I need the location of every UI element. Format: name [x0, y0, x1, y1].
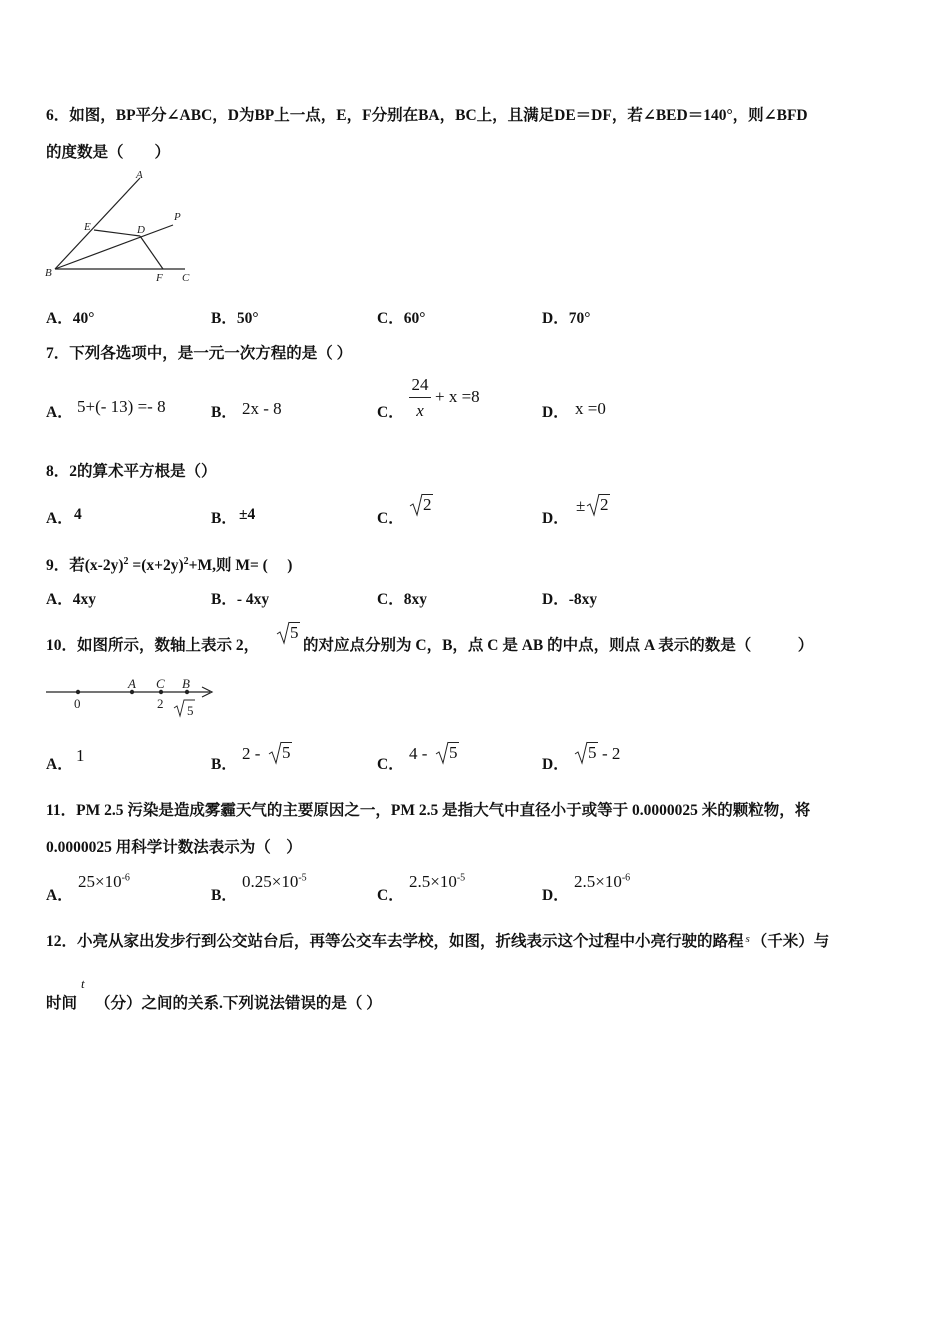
point-zero [76, 690, 80, 694]
q8-option-d-radical-sign [586, 493, 600, 517]
q9-stem-part2: =(x+2y) [128, 557, 184, 574]
q7-option-c-numerator: 24 [411, 375, 429, 394]
label-p: P [174, 211, 181, 223]
q11-stem-line2: 0.0000025 用科学计数法表示为（ ） [46, 839, 302, 856]
q6-option-d[interactable]: D．70° [542, 310, 591, 327]
q8-option-d-radicand: 2 [600, 495, 609, 514]
q11-option-c-expr [409, 872, 465, 892]
q9-sup1: 2 [123, 555, 129, 567]
q11-option-a-exponent: -6 [121, 872, 130, 884]
axis-label-zero: 0 [74, 696, 81, 711]
q10-option-d-label[interactable]: D． [542, 756, 569, 773]
q11-option-d-exponent: -6 [621, 872, 631, 884]
q8-option-d-plusminus: ± [576, 496, 586, 515]
q10-stem-radicand: 5 [290, 623, 299, 642]
q7-option-c-label[interactable]: C． [377, 404, 404, 421]
axis-label-root5: 5 [187, 703, 194, 718]
q9-stem [46, 553, 292, 575]
q6-option-a[interactable]: A．40° [46, 310, 95, 327]
ray-bp [55, 225, 173, 269]
q9-sup2: 2 [183, 555, 189, 567]
q6-option-c[interactable]: C．60° [377, 310, 426, 327]
q9-option-a[interactable]: A．4xy [46, 591, 96, 608]
q8-option-b-value: ±4 [239, 506, 256, 523]
q11-option-b-base: 0.25×10 [242, 872, 299, 891]
q9-option-d[interactable]: D．-8xy [542, 591, 598, 608]
q8-option-b-label[interactable]: B． [211, 510, 237, 527]
q8-option-c-label[interactable]: C． [377, 510, 404, 527]
q12-stem-part4: （分）之间的关系.下列说法错误的是（ ） [95, 995, 382, 1012]
q10-number-line [42, 672, 222, 722]
q9-stem-part1: 9．若(x-2y) [46, 557, 124, 574]
q7-option-b-label[interactable]: B． [211, 404, 237, 421]
q11-option-c-exponent: -5 [456, 872, 466, 884]
q10-option-d-radicand: 5 [588, 743, 597, 762]
q12-stem-part2: （千米）与 [751, 933, 830, 950]
q8-stem: 8．2的算术平方根是（） [46, 463, 217, 480]
q12-stem-part3: 时间 [46, 995, 78, 1012]
q11-option-a-base: 25×10 [78, 872, 122, 891]
q10-option-c-radicand: 5 [449, 743, 458, 762]
q7-option-c-fraction-bar [409, 397, 431, 398]
segment-df [140, 236, 163, 269]
q12-stem-line2 [46, 991, 382, 1013]
q10-stem-part2: 的对应点分别为 C，B，点 C 是 AB 的中点，则点 A 表示的数是（ ） [303, 637, 814, 654]
q8-option-c-radical-sign [409, 493, 423, 517]
q10-option-b-prefix: 2 - [242, 744, 261, 763]
q8-option-a-label[interactable]: A． [46, 510, 73, 527]
label-a: A [136, 169, 143, 181]
q11-option-c-label[interactable]: C． [377, 887, 404, 904]
q10-option-c-label[interactable]: C． [377, 756, 404, 773]
q11-option-c-base: 2.5×10 [409, 872, 457, 891]
q10-stem-part1: 10．如图所示，数轴上表示 2， [46, 637, 260, 654]
q11-option-a-label[interactable]: A． [46, 887, 73, 904]
q11-option-b-expr [242, 872, 307, 892]
axis-label-c: C [156, 676, 165, 691]
q8-option-d-label[interactable]: D． [542, 510, 569, 527]
label-f: F [156, 272, 163, 284]
q11-option-d-label[interactable]: D． [542, 887, 569, 904]
label-b: B [45, 267, 52, 279]
q7-option-d-expr: x =0 [575, 399, 606, 418]
q10-option-a-label[interactable]: A． [46, 756, 73, 773]
q6-option-b[interactable]: B．50° [211, 310, 259, 327]
q8-option-a-value: 4 [74, 506, 82, 523]
q10-option-c-radical-sign [435, 741, 449, 765]
axis-label-b: B [182, 676, 190, 691]
q10-option-b-radicand: 5 [282, 743, 291, 762]
q12-stem-line1 [46, 929, 829, 951]
q7-option-b-expr: 2x - 8 [242, 399, 282, 418]
label-c: C [182, 272, 190, 284]
segment-ed [94, 230, 140, 236]
q9-stem-part3: +M,则 M= ( ) [188, 557, 293, 574]
q7-option-c-denominator: x [416, 401, 424, 420]
q7-option-a-label[interactable]: A． [46, 404, 73, 421]
label-d: D [137, 224, 145, 236]
q10-option-b-radical-sign [268, 741, 282, 765]
q8-option-c-radicand: 2 [423, 495, 432, 514]
q10-option-a-expr: 1 [76, 746, 85, 765]
q11-stem-line1: 11．PM 2.5 污染是造成雾霾天气的主要原因之一，PM 2.5 是指大气中直径小于或等于 0.0000025 米的颗粒物，将 [46, 802, 811, 819]
ray-ba [55, 178, 140, 269]
q7-option-c-rest: + x =8 [435, 387, 480, 406]
q9-option-c[interactable]: C．8xy [377, 591, 427, 608]
axis-label-a: A [128, 676, 136, 691]
q12-var-t: t [81, 976, 85, 991]
q11-option-a-expr [78, 872, 130, 892]
q12-stem-part1: 12．小亮从家出发步行到公交站台后，再等公交车去学校，如图，折线表示这个过程中小亮行驶的路程 [46, 933, 744, 950]
q7-stem: 7．下列各选项中，是一元一次方程的是（ ） [46, 345, 353, 362]
q9-option-b[interactable]: B．- 4xy [211, 591, 270, 608]
q11-option-d-expr [574, 872, 630, 892]
q6-stem-line1: 6．如图，BP平分∠ABC，D为BP上一点，E，F分别在BA，BC上，且满足DE＝DF，若∠BED＝140°，则∠BFD [46, 107, 808, 124]
q10-option-d-radical-sign [574, 741, 588, 765]
q10-option-b-label[interactable]: B． [211, 756, 237, 773]
label-e: E [84, 221, 91, 233]
q6-stem-line2: 的度数是（ ） [46, 144, 171, 161]
q11-option-d-base: 2.5×10 [574, 872, 622, 891]
q10-option-c-prefix: 4 - [409, 744, 428, 763]
q10-option-d-suffix: - 2 [602, 744, 621, 763]
q7-option-d-label[interactable]: D． [542, 404, 569, 421]
q6-angle-figure [40, 168, 200, 288]
axis-label-two: 2 [157, 696, 164, 711]
q11-option-b-label[interactable]: B． [211, 887, 237, 904]
q12-var-s: s [745, 933, 750, 945]
q11-option-b-exponent: -5 [298, 872, 307, 884]
q10-stem-radical-sign [276, 621, 290, 645]
q7-option-a-expr: 5+(- 13) =- 8 [77, 397, 166, 416]
